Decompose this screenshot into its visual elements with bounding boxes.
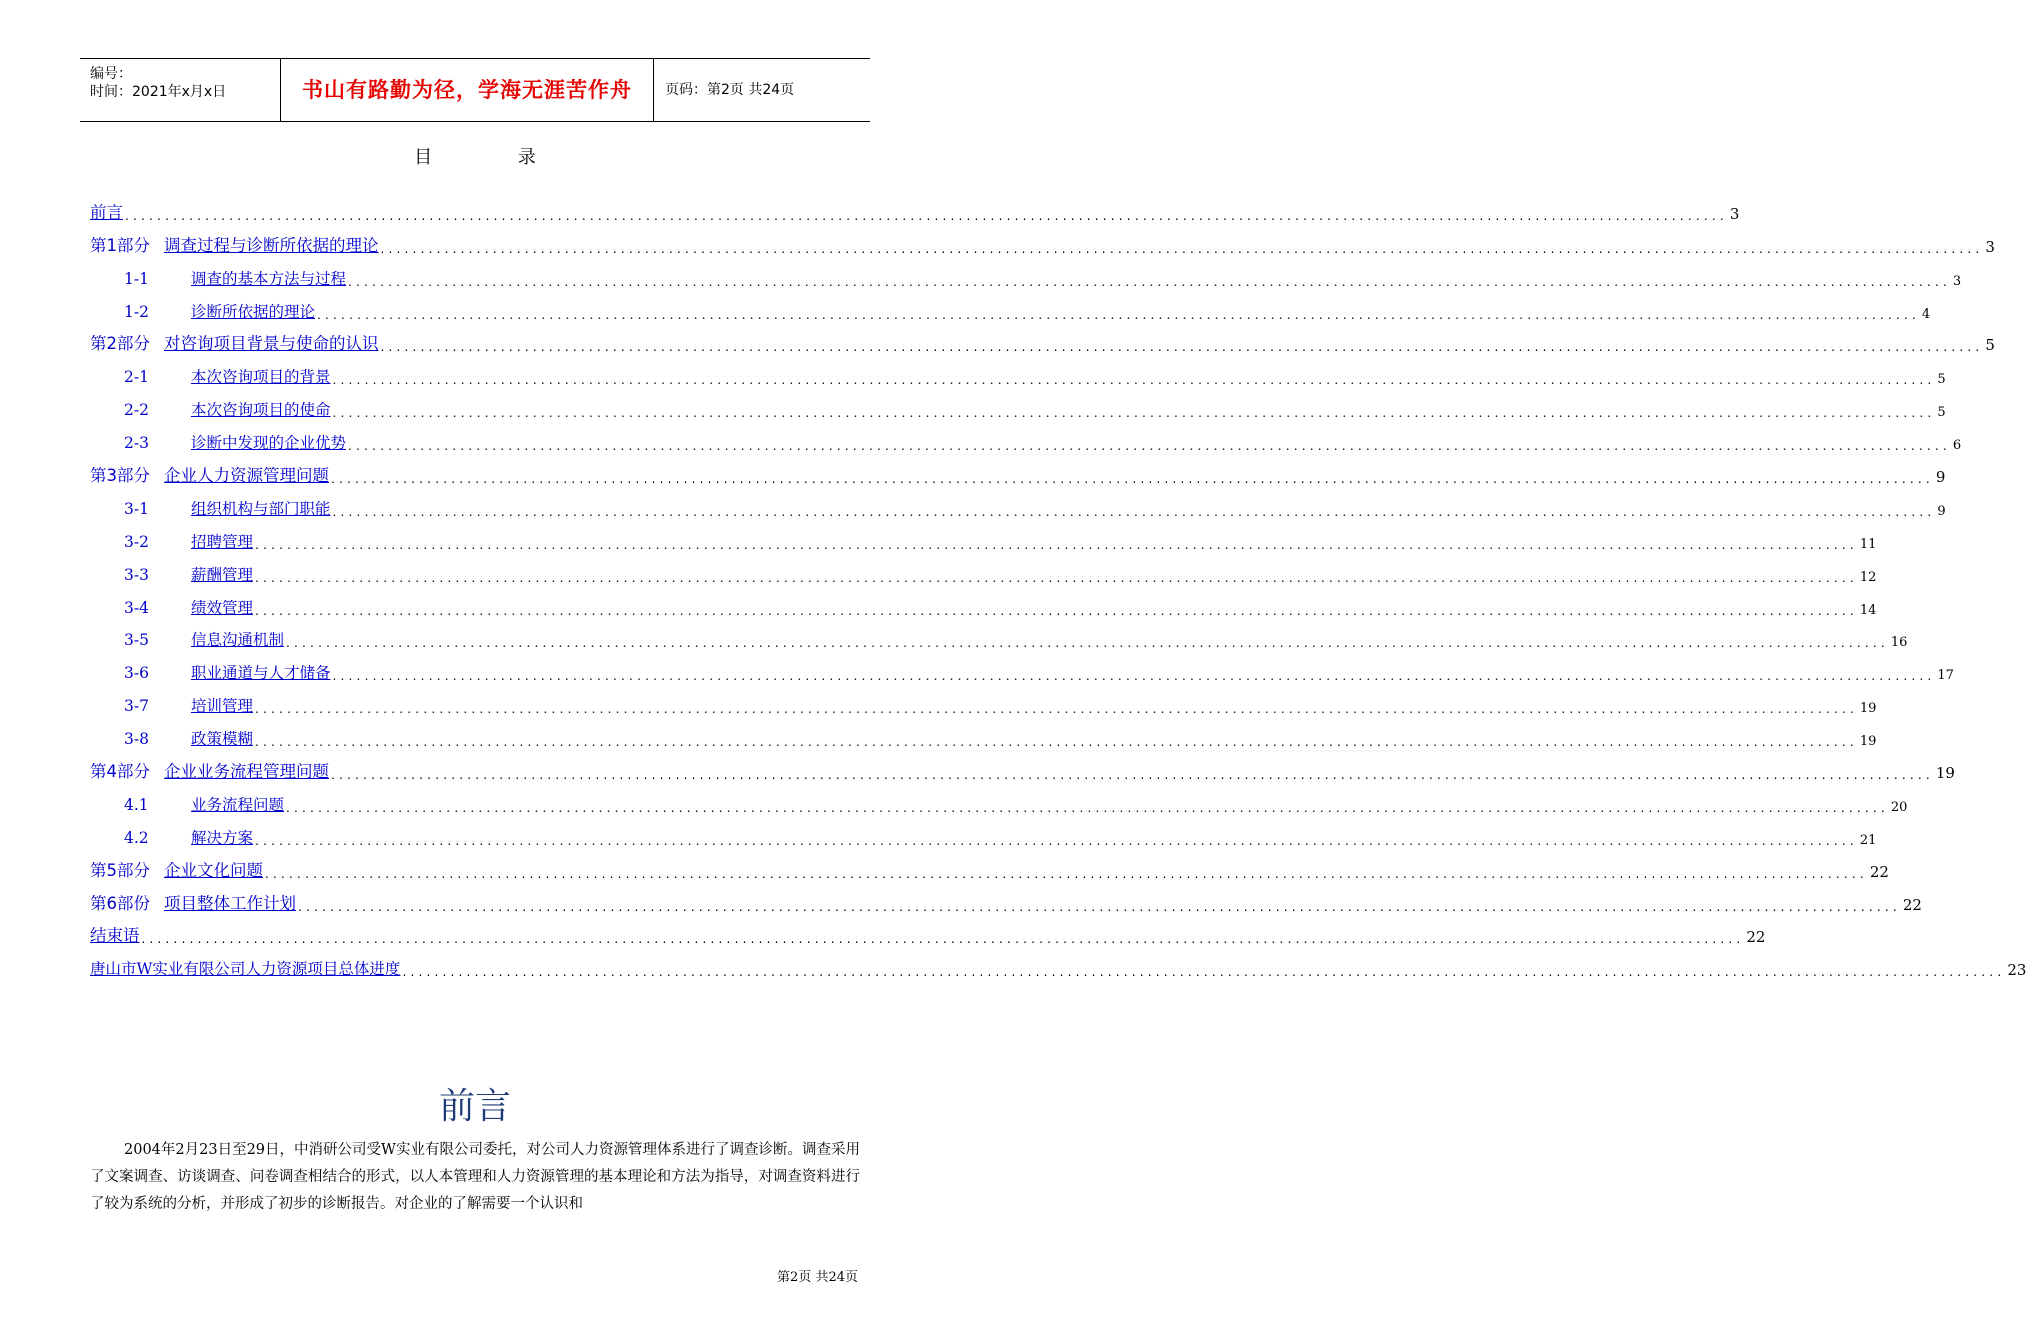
preface-body (90, 1137, 860, 1218)
toc-entry-link[interactable] (90, 922, 140, 946)
toc-leader-dots: ........................................................................................................................................................................................................ (332, 373, 1936, 388)
toc-entry-link[interactable] (90, 957, 400, 979)
toc-leader-dots: ........................................................................................................................................................................................................ (255, 833, 1858, 848)
toc-entry-page: 22 (1746, 928, 1766, 947)
toc-entry-number: 3-1 (124, 499, 149, 518)
toc-entry-number: 第4部分 (90, 762, 150, 782)
toc-entry-page: 17 (1937, 668, 1954, 684)
toc-leader-dots: ........................................................................................................................................................................................................ (298, 899, 1901, 914)
toc-entry[interactable] (90, 683, 1877, 717)
toc-entry-number: 第3部分 (90, 466, 150, 486)
toc-entry[interactable] (90, 585, 1877, 618)
table-of-contents (90, 190, 2026, 980)
toc-entry[interactable] (90, 223, 1995, 256)
toc-entry-number: 第2部分 (90, 334, 150, 354)
toc-entry[interactable] (90, 650, 1954, 684)
toc-entry[interactable] (90, 881, 1922, 914)
toc-entry-page: 19 (1935, 764, 1955, 783)
toc-title: 目 录 (414, 147, 576, 168)
toc-leader-dots: ........................................................................................................................................................................................................ (331, 768, 1934, 783)
toc-entry-text: 调查的基本方法与过程 (191, 269, 347, 288)
toc-entry-link[interactable] (124, 530, 253, 552)
toc-entry[interactable] (90, 946, 2026, 980)
toc-entry-text: 绩效管理 (191, 598, 254, 617)
toc-entry-link[interactable] (90, 199, 123, 223)
toc-entry-number: 3-8 (124, 730, 149, 749)
toc-entry-text: 本次咨询项目的使命 (191, 401, 331, 420)
toc-entry[interactable] (90, 782, 1908, 815)
toc-entry[interactable] (90, 256, 1962, 289)
toc-entry-link[interactable] (124, 826, 253, 848)
toc-entry[interactable] (90, 387, 1946, 421)
toc-entry[interactable] (90, 420, 1962, 454)
toc-entry-number: 3-7 (124, 697, 149, 716)
toc-entry-link[interactable] (124, 398, 331, 420)
toc-entry-number: 第5部分 (90, 860, 150, 880)
toc-entry-text: 前言 (90, 202, 123, 222)
toc-entry-number: 2-3 (124, 434, 149, 453)
toc-leader-dots: ........................................................................................................................................................................................................ (332, 504, 1936, 519)
header-meta-cell (80, 59, 281, 121)
toc-entry-page: 6 (1952, 438, 1962, 454)
toc-entry-page: 22 (1902, 895, 1922, 914)
toc-entry-page: 3 (1952, 273, 1962, 289)
toc-entry-link[interactable] (124, 661, 331, 683)
toc-leader-dots: ........................................................................................................................................................................................................ (286, 636, 1889, 651)
toc-entry-number: 1-2 (124, 302, 149, 321)
toc-entry-link[interactable] (124, 431, 346, 453)
toc-entry-number: 2-2 (124, 401, 149, 420)
toc-entry-text: 培训管理 (191, 697, 254, 716)
toc-leader-dots: ........................................................................................................................................................................................................ (380, 241, 1984, 256)
toc-entry-text: 职业通道与人才储备 (191, 664, 331, 683)
toc-entry-page: 16 (1890, 635, 1908, 651)
toc-leader-dots: ........................................................................................................................................................................................................ (348, 439, 1951, 454)
toc-entry-text: 项目整体工作计划 (164, 893, 296, 913)
toc-entry[interactable] (90, 716, 1877, 750)
toc-entry-link[interactable] (124, 596, 253, 618)
toc-entry-page: 21 (1859, 832, 1877, 848)
toc-entry-link[interactable] (124, 628, 284, 650)
toc-entry[interactable] (90, 354, 1946, 388)
toc-entry[interactable] (90, 552, 1877, 585)
toc-entry-page: 3 (1985, 237, 1995, 256)
time-label: 时间：2021年x月x日 (90, 84, 227, 100)
toc-entry-page: 23 (2007, 961, 2026, 980)
toc-entry[interactable] (90, 453, 1946, 487)
toc-entry[interactable] (90, 618, 1908, 651)
toc-entry-text: 政策模糊 (191, 730, 254, 749)
toc-leader-dots: ........................................................................................................................................................................................................ (332, 406, 1936, 421)
toc-entry-page: 19 (1859, 734, 1877, 750)
toc-entry-page: 14 (1859, 602, 1877, 618)
toc-entry-text: 薪酬管理 (191, 565, 254, 584)
toc-entry-link[interactable] (90, 890, 296, 914)
toc-entry-number: 4.1 (124, 795, 149, 814)
toc-leader-dots: ........................................................................................................................................................................................................ (255, 537, 1858, 552)
toc-entry-page: 3 (1729, 204, 1740, 223)
toc-entry-number: 第6部份 (90, 893, 150, 913)
toc-entry-text: 业务流程问题 (191, 795, 285, 814)
toc-leader-dots: ........................................................................................................................................................................................................ (286, 800, 1889, 815)
toc-entry-page: 19 (1859, 701, 1877, 717)
toc-entry-text: 企业文化问题 (164, 860, 263, 880)
toc-entry-text: 本次咨询项目的背景 (191, 368, 331, 387)
toc-entry-link[interactable] (124, 793, 284, 815)
toc-entry-page: 5 (1985, 336, 1995, 355)
toc-entry-link[interactable] (124, 727, 253, 749)
toc-leader-dots: ........................................................................................................................................................................................................ (255, 735, 1858, 750)
toc-leader-dots: ........................................................................................................................................................................................................ (317, 307, 1920, 322)
toc-entry-link[interactable] (90, 462, 329, 486)
toc-entry-link[interactable] (124, 497, 331, 519)
toc-leader-dots: ........................................................................................................................................................................................................ (255, 570, 1858, 585)
toc-entry-number: 3-3 (124, 565, 149, 584)
toc-leader-dots: ........................................................................................................................................................................................................ (141, 932, 1745, 947)
toc-entry-text: 调查过程与诊断所依据的理论 (164, 235, 379, 255)
toc-entry-text: 对咨询项目背景与使命的认识 (164, 334, 379, 354)
toc-entry[interactable] (90, 519, 1877, 552)
toc-entry-page: 22 (1869, 862, 1889, 881)
toc-entry-text: 信息沟通机制 (191, 631, 285, 650)
toc-entry-link[interactable] (90, 232, 379, 256)
document-header (80, 58, 870, 122)
toc-leader-dots: ........................................................................................................................................................................................................ (255, 603, 1858, 618)
preface-title: 前言 (438, 1086, 511, 1127)
toc-entry-link[interactable] (90, 758, 329, 782)
toc-entry[interactable] (90, 322, 1995, 355)
toc-leader-dots: ........................................................................................................................................................................................................ (402, 965, 2006, 980)
toc-entry-number: 3-4 (124, 598, 149, 617)
toc-entry-text: 企业人力资源管理问题 (164, 466, 329, 486)
toc-leader-dots: ........................................................................................................................................................................................................ (380, 340, 1984, 355)
toc-entry[interactable] (90, 914, 1766, 947)
header-page-label: 页码：第2页 共24页 (665, 82, 795, 98)
toc-entry-text: 招聘管理 (191, 532, 254, 551)
preface-paragraph: 2004年2月23日至29日，中消研公司受W实业有限公司委托，对公司人力资源管理体系进行了调查诊断。调查采用了文案调查、访谈调查、问卷调查相结合的形式，以人本管理和人力资源管理的基本理论和方法为指导，对调查资料进行了较为系统的分析，并形成了初步的诊断报告。对企业的了解需要一个认识和 (90, 1142, 860, 1212)
toc-entry-text: 诊断所依据的理论 (191, 302, 316, 321)
toc-entry-page: 5 (1937, 372, 1946, 388)
page-footer: 第2页 共24页 (777, 1270, 858, 1285)
header-motto: 书山有路勤为径，学海无涯苦作舟 (281, 59, 654, 121)
toc-entry[interactable] (90, 486, 1946, 519)
toc-leader-dots: ........................................................................................................................................................................................................ (125, 208, 1728, 223)
toc-entry-link[interactable] (124, 365, 331, 387)
toc-entry-text: 解决方案 (191, 828, 254, 847)
toc-entry[interactable] (90, 749, 1955, 783)
toc-entry-page: 9 (1935, 468, 1946, 487)
toc-leader-dots: ........................................................................................................................................................................................................ (255, 702, 1858, 717)
toc-entry-number: 1-1 (124, 269, 149, 288)
toc-entry-page: 5 (1937, 405, 1946, 421)
toc-entry-number: 第1部分 (90, 235, 150, 255)
toc-entry-number: 4.2 (124, 828, 149, 847)
toc-leader-dots: ........................................................................................................................................................................................................ (348, 274, 1951, 289)
toc-entry-text: 结束语 (90, 926, 140, 946)
toc-entry-link[interactable] (90, 857, 263, 881)
toc-entry-number: 3-5 (124, 631, 149, 650)
toc-entry-number: 2-1 (124, 368, 149, 387)
toc-entry-page: 9 (1937, 503, 1946, 519)
toc-entry[interactable] (90, 289, 1931, 322)
toc-entry-number: 3-2 (124, 532, 149, 551)
toc-entry-page: 12 (1859, 569, 1877, 585)
toc-entry[interactable] (90, 848, 1889, 881)
toc-entry-link[interactable] (90, 330, 379, 354)
toc-entry-page: 11 (1859, 536, 1877, 552)
toc-leader-dots: ........................................................................................................................................................................................................ (331, 472, 1934, 487)
toc-entry[interactable] (90, 815, 1877, 848)
toc-entry-link[interactable] (124, 563, 253, 585)
toc-entry-page: 20 (1890, 799, 1908, 815)
toc-entry-text: 诊断中发现的企业优势 (191, 434, 347, 453)
toc-entry-number: 3-6 (124, 664, 149, 683)
toc-entry-text: 唐山市W实业有限公司人力资源项目总体进度 (90, 960, 401, 979)
toc-entry[interactable] (90, 190, 1740, 223)
toc-entry-text: 组织机构与部门职能 (191, 499, 331, 518)
number-label: 编号： (90, 66, 132, 82)
toc-entry-text: 企业业务流程管理问题 (164, 762, 329, 782)
toc-entry-link[interactable] (124, 694, 253, 716)
toc-entry-link[interactable] (124, 267, 346, 289)
toc-entry-link[interactable] (124, 300, 315, 322)
toc-leader-dots: ........................................................................................................................................................................................................ (265, 866, 1868, 881)
toc-leader-dots: ........................................................................................................................................................................................................ (332, 669, 1936, 684)
toc-entry-page: 4 (1921, 306, 1931, 322)
